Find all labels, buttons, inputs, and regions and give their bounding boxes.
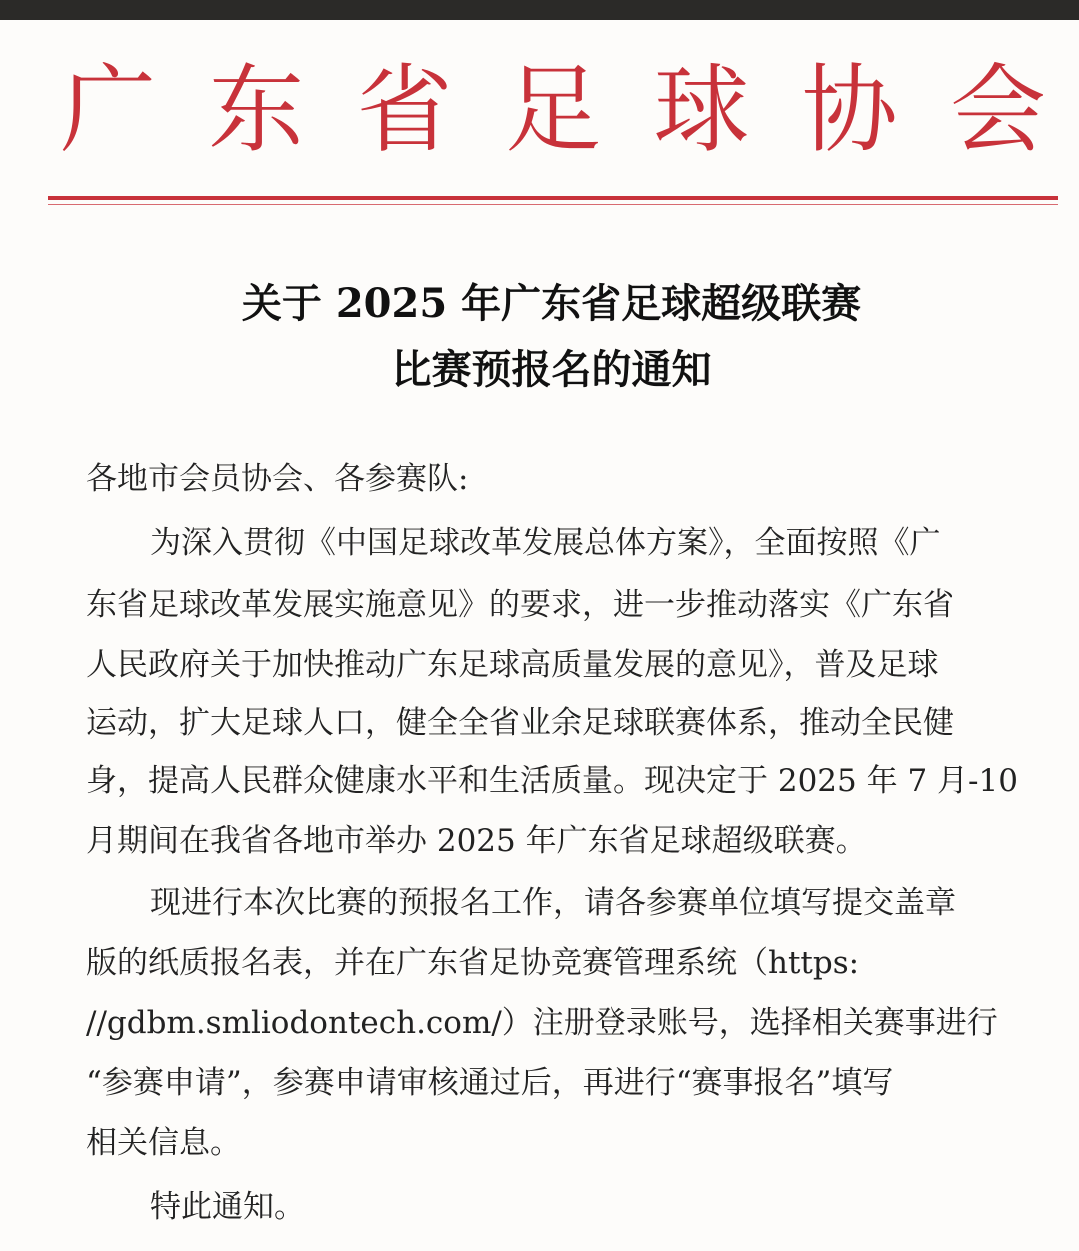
document-title-line-2: 比赛预报名的通知 <box>391 346 712 393</box>
letterhead-char: 会 <box>949 54 1046 166</box>
letterhead-org-name <box>48 40 1058 180</box>
paragraph-2-line: 版的纸质报名表，并在广东省足协竞赛管理系统（https: <box>86 945 860 981</box>
letterhead-divider-thin <box>48 204 1058 205</box>
paragraph-2-line: 相关信息。 <box>86 1125 241 1161</box>
salutation: 各地市会员协会、各参赛队: <box>86 461 469 497</box>
document-title-line-1: 关于 2025 年广东省足球超级联赛 <box>241 280 862 327</box>
letterhead-char: 球 <box>653 54 750 166</box>
paragraph-1-line: 为深入贯彻《中国足球改革发展总体方案》，全面按照《广 <box>150 525 941 561</box>
top-dark-bar <box>0 0 1079 20</box>
paragraph-2-line: “参赛申请”，参赛申请审核通过后，再进行“赛事报名”填写 <box>86 1065 894 1101</box>
letterhead-char: 广 <box>60 54 156 166</box>
closing-text: 特此通知。 <box>150 1189 305 1225</box>
paragraph-1-line: 东省足球改革发展实施意见》的要求，进一步推动落实《广东省 <box>86 587 954 623</box>
letterhead-char: 足 <box>504 54 601 166</box>
letterhead-char: 东 <box>208 54 305 166</box>
paragraph-1-line: 月期间在我省各地市举办 2025 年广东省足球超级联赛。 <box>86 823 867 859</box>
letterhead-char: 省 <box>356 54 453 166</box>
paragraph-1-line: 身，提高人民群众健康水平和生活质量。现决定于 2025 年 7 月-10 <box>86 763 1018 799</box>
paragraph-1-line: 运动，扩大足球人口，健全全省业余足球联赛体系，推动全民健 <box>86 705 954 741</box>
letterhead-divider-thick <box>48 196 1058 200</box>
paragraph-2-line: 现进行本次比赛的预报名工作，请各参赛单位填写提交盖章 <box>150 885 956 921</box>
paragraph-1-line: 人民政府关于加快推动广东足球高质量发展的意见》，普及足球 <box>86 647 939 683</box>
letterhead-char: 协 <box>801 54 898 166</box>
paragraph-2-line: //gdbm.smliodontech.com/）注册登录账号，选择相关赛事进行 <box>86 1005 998 1041</box>
